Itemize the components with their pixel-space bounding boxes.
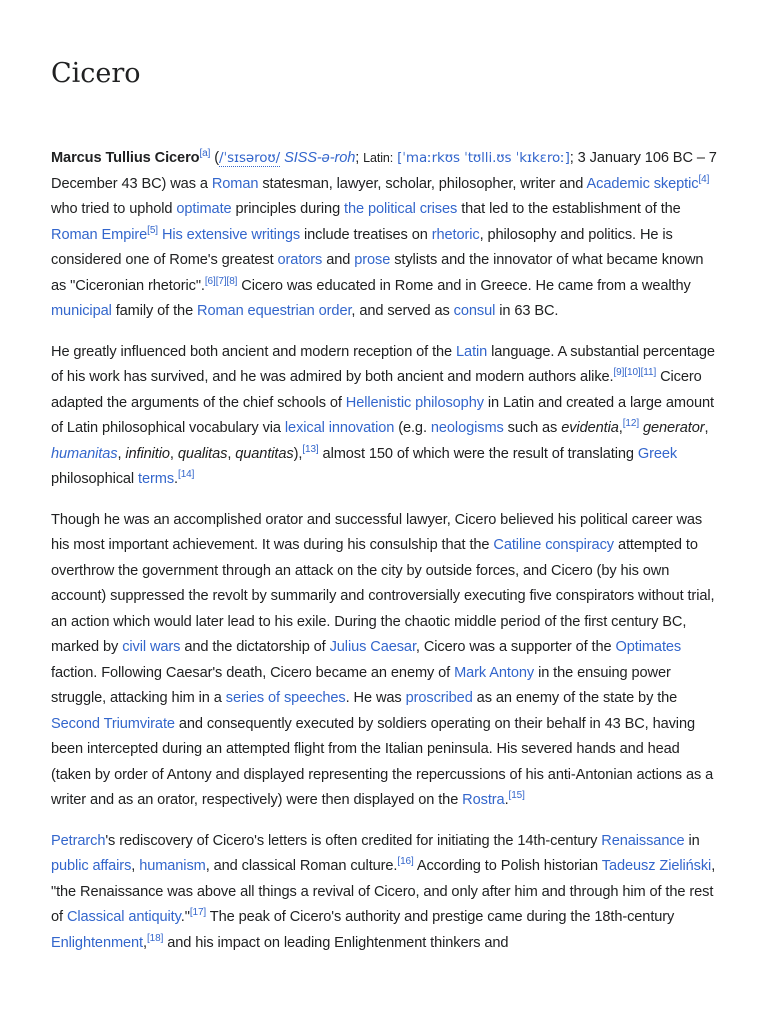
link-municipal[interactable]: municipal xyxy=(51,303,112,319)
link-roman-empire[interactable]: Roman Empire xyxy=(51,226,148,243)
link-consul[interactable]: consul xyxy=(453,303,496,319)
link-greek[interactable]: Greek xyxy=(637,445,678,462)
term-generator: generator xyxy=(642,420,705,436)
link-catiline-conspiracy[interactable]: Catiline conspiracy xyxy=(493,537,614,553)
ref-12[interactable]: [12] xyxy=(622,418,639,429)
link-orators[interactable]: orators xyxy=(277,252,323,268)
paragraph-influence: He greatly influenced both ancient and modern reception of the Latin language. A substantial percentage of his work has survived, and he was admired by both ancient and modern authors alike.[9][10][11] Cicero adapted the arguments of the chief schools of Hellenistic philosophy in Latin and created a large amount of Latin philosophical vocabulary via lexical innovation (e.g. neologisms such as evidentia,[12] generator, humanitas, infinitio, qualitas, quantitas),[13] almost 150 of which were the result of translating Greek philosophical terms.[14] xyxy=(51,343,715,487)
link-proscribed[interactable]: proscribed xyxy=(405,690,473,706)
ref-15[interactable]: [15] xyxy=(508,790,525,801)
ref-18[interactable]: [18] xyxy=(146,932,164,944)
link-humanitas[interactable]: humanitas xyxy=(51,445,118,462)
link-political-crises[interactable]: the political crises xyxy=(344,201,458,217)
link-mark-antony[interactable]: Mark Antony xyxy=(454,664,535,681)
ref-6-7-8[interactable]: [6][7][8] xyxy=(204,275,238,287)
term-evidentia: evidentia xyxy=(561,420,619,436)
link-academic-skeptic[interactable]: Academic skeptic xyxy=(586,175,699,192)
link-hellenistic-philosophy[interactable]: Hellenistic philosophy xyxy=(345,394,484,411)
link-public-affairs[interactable]: public affairs xyxy=(51,858,132,874)
link-lexical-innovation[interactable]: lexical innovation xyxy=(284,420,395,436)
paragraph-politics: Though he was an accomplished orator and successful lawyer, Cicero believed his political career was his most important achievement. It was during his consulship that the Catiline conspiracy attempted to overthrow the government through an attack on the city by outside forces, and Cicero (by his own account) suppressed the revolt by summarily and controversially executing five conspirators without trial, an action which would later lead to his exile. During the chaotic middle period of the first century BC, marked by civil wars and the dictatorship of Julius Caesar, Cicero was a supporter of the Optimates faction. Following Caesar's death, Cicero became an enemy of Mark Antony in the ensuing power struggle, attacking him in a series of speeches. He was proscribed as an enemy of the state by the Second Triumvirate and consequently executed by soldiers operating on their behalf in 43 BC, having been intercepted during an attempted flight from the Italian peninsula. His severed hands and head (taken by order of Antony and displayed representing the repercussions of his anti-Antonian actions as a writer and as an orator, respectively) were then displayed on the Rostra.[15] xyxy=(51,511,715,808)
link-neologisms[interactable]: neologisms xyxy=(430,420,504,436)
ref-a[interactable]: [a] xyxy=(199,148,211,159)
ref-14[interactable]: [14] xyxy=(178,469,195,480)
link-second-triumvirate[interactable]: Second Triumvirate xyxy=(51,715,175,732)
latin-label: Latin: xyxy=(363,151,394,165)
link-prose[interactable]: prose xyxy=(354,252,391,268)
link-optimates[interactable]: Optimates xyxy=(615,639,682,655)
ref-13[interactable]: [13] xyxy=(302,443,319,455)
link-latin[interactable]: Latin xyxy=(456,343,488,360)
respelling-link[interactable]: SISS-ə-roh xyxy=(284,150,356,166)
ref-16[interactable]: [16] xyxy=(397,856,414,867)
link-enlightenment[interactable]: Enlightenment xyxy=(51,934,143,951)
link-renaissance[interactable]: Renaissance xyxy=(601,832,685,849)
article-subject: Marcus Tullius Cicero xyxy=(51,150,200,166)
latin-ipa-link[interactable]: [ˈmaːrkʊs ˈtʊlli.ʊs ˈkɪkɛroː] xyxy=(397,150,570,166)
link-rhetoric[interactable]: rhetoric xyxy=(431,226,480,243)
term-qualitas: qualitas xyxy=(177,445,228,462)
paragraph-legacy: Petrarch's rediscovery of Cicero's letters is often credited for initiating the 14th-century Renaissance in public affairs, humanism, and classical Roman culture.[16] According to Polish historian Tadeusz Zieliński, "the Renaissance was above all things a revival of Cicero, and only after him and through him of the rest of Classical antiquity."[17] The peak of Cicero's authority and prestige came during the 18th-century Enlightenment,[18] and his impact on leading Enlightenment thinkers and xyxy=(51,832,716,951)
link-classical-antiquity[interactable]: Classical antiquity xyxy=(66,909,181,925)
link-terms[interactable]: terms xyxy=(138,471,175,487)
page-title: Cicero xyxy=(51,58,141,89)
link-rostra[interactable]: Rostra xyxy=(462,792,505,808)
term-quantitas: quantitas xyxy=(235,445,294,462)
ref-9-10-11[interactable]: [9][10][11] xyxy=(613,367,657,378)
term-infinitio: infinitio xyxy=(125,445,170,462)
ref-5[interactable]: [5] xyxy=(147,224,158,236)
link-roman[interactable]: Roman xyxy=(211,175,259,192)
link-optimate[interactable]: optimate xyxy=(176,201,232,217)
link-humanism[interactable]: humanism xyxy=(139,858,206,874)
ipa-pronunciation-link[interactable]: /ˈsɪsəroʊ/ xyxy=(219,150,281,166)
paragraph-intro: Marcus Tullius Cicero[a] (/ˈsɪsəroʊ/ SISS-ə-roh; Latin: [ˈmaːrkʊs ˈtʊlli.ʊs ˈkɪkɛroː]; 3 January 106 BC – 7 December 43 BC) was a Roman statesman, lawyer, scholar, philosopher, writer and Academic skeptic[4] who tried to uphold optimate principles during the political crises that led to the establishment of the Roman Empire[5] His extensive writings include treatises on rhetoric, philosophy and politics. He is considered one of Rome's greatest orators and prose stylists and the innovator of what became known as "Ciceronian rhetoric".[6][7][8] Cicero was educated in Rome and in Greece. He came from a wealthy municipal family of the Roman equestrian order, and served as consul in 63 BC. xyxy=(51,148,717,319)
link-civil-wars[interactable]: civil wars xyxy=(122,639,181,655)
link-series-of-speeches[interactable]: series of speeches xyxy=(225,690,346,706)
link-extensive-writings[interactable]: His extensive writings xyxy=(161,226,301,243)
link-petrarch[interactable]: Petrarch xyxy=(51,832,106,849)
ref-4[interactable]: [4] xyxy=(698,173,710,185)
link-julius-caesar[interactable]: Julius Caesar xyxy=(329,639,416,655)
link-tadeusz-zielinski[interactable]: Tadeusz Zieliński xyxy=(601,858,712,874)
link-equestrian-order[interactable]: Roman equestrian order xyxy=(197,303,352,319)
ref-17[interactable]: [17] xyxy=(189,907,207,918)
